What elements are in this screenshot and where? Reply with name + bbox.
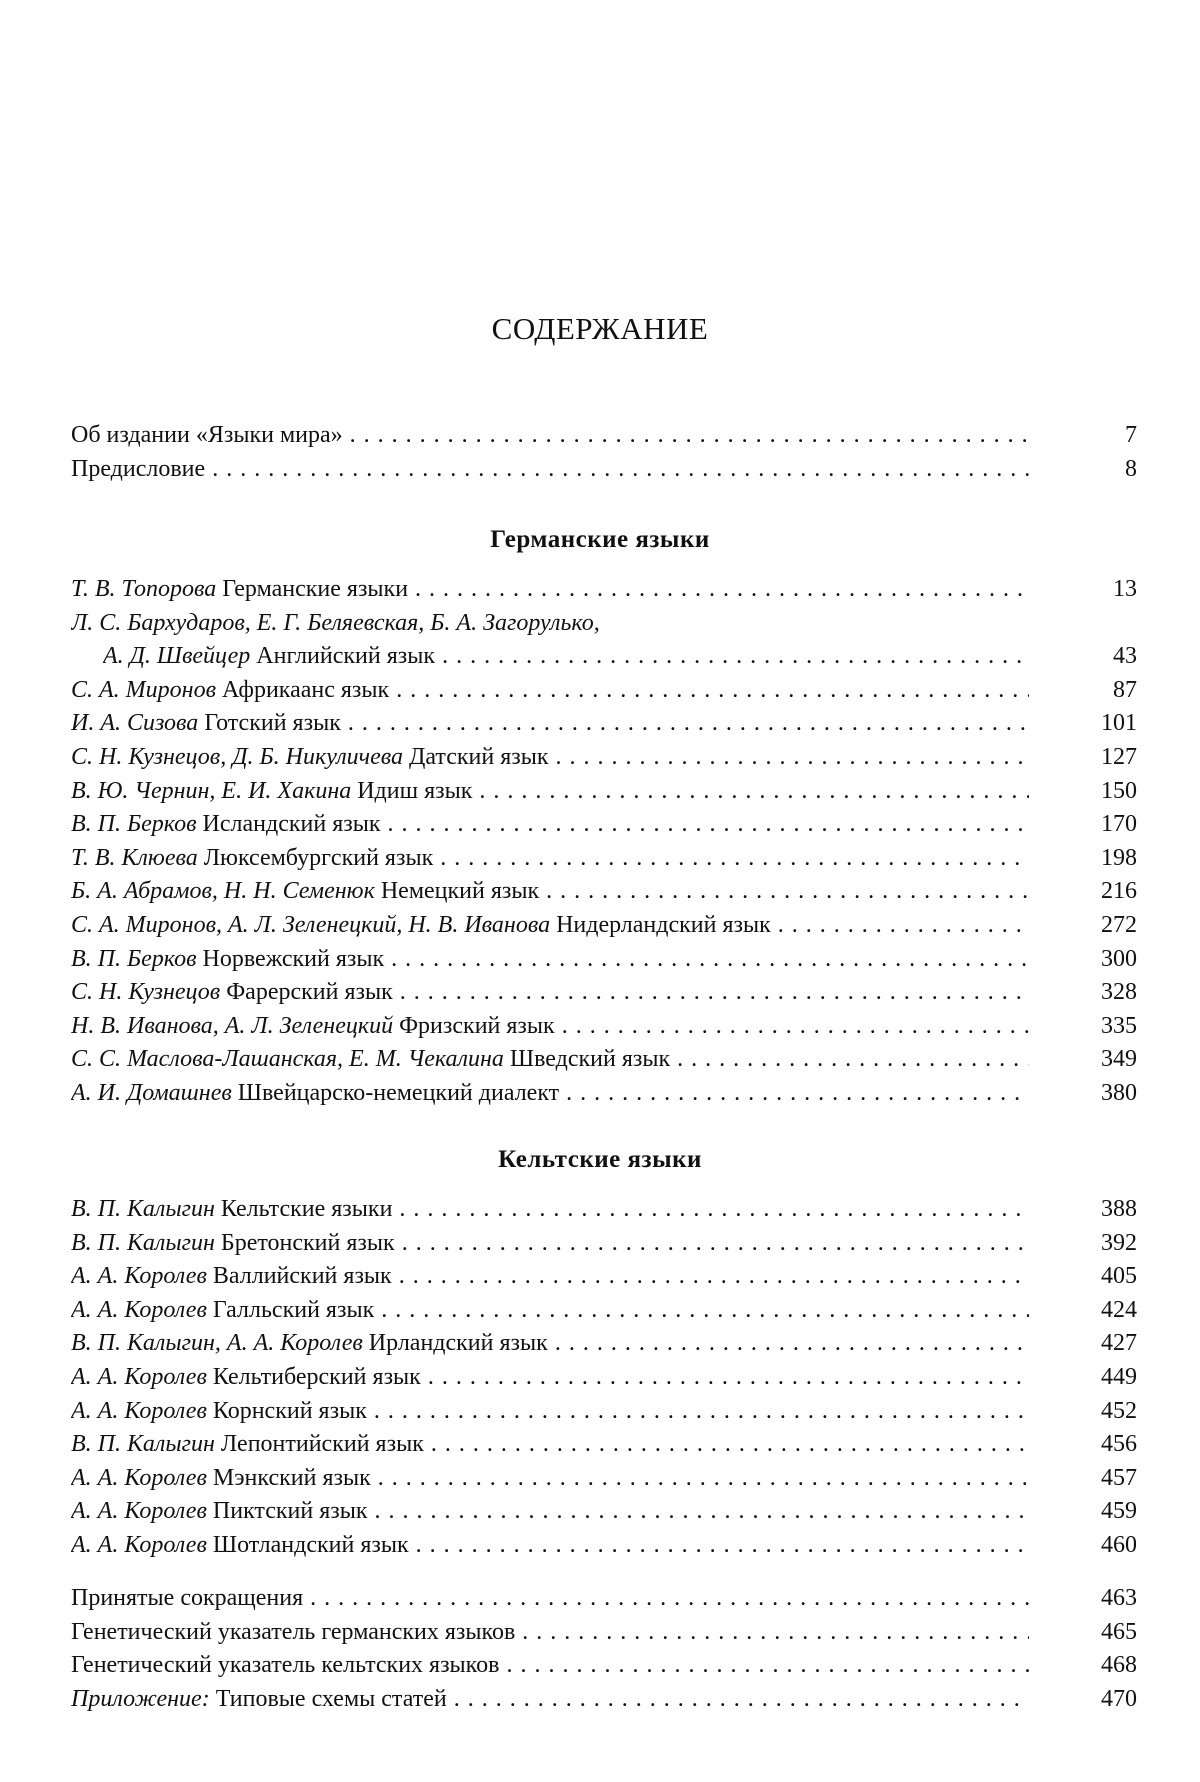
toc-entry[interactable] xyxy=(71,1395,1137,1429)
toc-entry[interactable] xyxy=(71,1428,1137,1462)
entry-text xyxy=(71,1327,1029,1361)
entry-page: 328 xyxy=(1101,979,1137,1006)
entry-page: 198 xyxy=(1101,844,1137,871)
toc-entry[interactable] xyxy=(71,1616,1137,1650)
entry-title: Швейцарско-немецкий диалект xyxy=(237,1079,560,1106)
entry-page: 216 xyxy=(1101,878,1137,905)
toc-entry[interactable] xyxy=(71,775,1137,809)
entry-title: Пиктский язык xyxy=(212,1498,368,1525)
entry-text xyxy=(71,1010,1029,1044)
entry-author: А. А. Королев xyxy=(71,1263,207,1290)
entry-page: 335 xyxy=(1101,1012,1137,1039)
entry-author: Т. В. Топорова xyxy=(71,576,217,602)
toc-entry-authors xyxy=(71,607,1137,641)
entry-title: Галльский язык xyxy=(212,1296,375,1323)
toc-entry[interactable] xyxy=(71,1495,1137,1529)
entry-page: 7 xyxy=(1125,422,1137,448)
entry-text xyxy=(71,943,1029,977)
toc-entry[interactable] xyxy=(71,1260,1137,1294)
toc-entry[interactable] xyxy=(71,1193,1137,1227)
entry-author: С. Н. Кузнецов xyxy=(71,979,221,1006)
entry-text xyxy=(71,1495,1029,1529)
entry-page: 87 xyxy=(1113,676,1137,703)
toc-entry[interactable] xyxy=(71,1010,1137,1044)
entry-author: С. Н. Кузнецов, Д. Б. Никуличева xyxy=(71,743,404,770)
entry-text xyxy=(71,1077,1029,1111)
entry-page: 424 xyxy=(1101,1296,1137,1323)
page-title: СОДЕРЖАНИЕ xyxy=(491,311,709,346)
toc-entry[interactable] xyxy=(71,1227,1137,1261)
entry-text xyxy=(71,607,1029,641)
toc-entry[interactable] xyxy=(71,1582,1137,1616)
entry-title: Шотландский язык xyxy=(212,1531,409,1558)
entry-title: Об издании «Языки мира» xyxy=(71,422,343,448)
entry-title: Люксембургский язык xyxy=(203,844,434,871)
entry-page: 457 xyxy=(1101,1464,1137,1491)
entry-text xyxy=(71,1193,1029,1227)
entry-title: Кельтские языки xyxy=(220,1196,393,1222)
toc-entry[interactable] xyxy=(71,707,1137,741)
entry-title: Принятые сокращения xyxy=(71,1585,304,1611)
entry-title: Фризский язык xyxy=(399,1012,555,1039)
entry-title: Фарерский язык xyxy=(226,979,393,1006)
entry-title: Мэнкский язык xyxy=(212,1464,371,1491)
entry-page: 380 xyxy=(1101,1079,1137,1106)
toc-entry[interactable] xyxy=(71,842,1137,876)
entry-text xyxy=(71,1616,1029,1650)
entry-author: А. А. Королев xyxy=(71,1397,207,1424)
entry-page: 449 xyxy=(1101,1363,1137,1390)
entry-title: Лепонтийский язык xyxy=(220,1431,424,1458)
entry-title: Немецкий язык xyxy=(380,878,540,905)
toc-entry[interactable] xyxy=(71,573,1137,607)
entry-author: А. А. Королев xyxy=(71,1531,207,1558)
entry-text xyxy=(71,909,1029,943)
entry-title: Корнский язык xyxy=(212,1397,367,1424)
toc-entry[interactable] xyxy=(71,674,1137,708)
toc-entry[interactable] xyxy=(71,1462,1137,1496)
entry-text xyxy=(71,976,1029,1010)
entry-text xyxy=(71,573,1029,607)
toc-entry[interactable] xyxy=(71,1529,1137,1563)
entry-text xyxy=(71,875,1029,909)
entry-author: Т. В. Клюева xyxy=(71,844,198,871)
entry-title: Шведский язык xyxy=(509,1046,671,1073)
entry-page: 300 xyxy=(1101,945,1137,972)
entry-page: 405 xyxy=(1101,1263,1137,1290)
entry-author: Б. А. Абрамов, Н. Н. Семенюк xyxy=(71,878,375,905)
entry-text xyxy=(103,640,1029,674)
entry-text xyxy=(71,808,1029,842)
entry-title: Типовые схемы статей xyxy=(215,1685,447,1712)
entry-author: А. А. Королев xyxy=(71,1363,207,1390)
intro-list xyxy=(71,419,1137,486)
entry-author: В. П. Калыгин xyxy=(71,1196,215,1222)
entry-page: 127 xyxy=(1101,743,1137,770)
entry-text xyxy=(71,741,1029,775)
entry-page: 452 xyxy=(1101,1397,1137,1424)
entry-page: 392 xyxy=(1101,1229,1137,1256)
entry-author: Приложение: xyxy=(71,1685,210,1712)
entry-author: Л. С. Бархударов, Е. Г. Беляевская, Б. А. Загорулько, xyxy=(71,609,600,636)
entry-title: Бретонский язык xyxy=(220,1229,395,1256)
entry-text xyxy=(71,1395,1029,1429)
entry-page: 456 xyxy=(1101,1431,1137,1458)
entry-text xyxy=(71,1529,1029,1563)
entry-text xyxy=(71,1043,1029,1077)
entry-page: 349 xyxy=(1101,1046,1137,1073)
toc-entry[interactable] xyxy=(71,1294,1137,1328)
entry-text xyxy=(71,1683,1029,1717)
entry-title: Готский язык xyxy=(204,710,341,737)
entry-page: 470 xyxy=(1101,1685,1137,1712)
entry-page: 150 xyxy=(1101,777,1137,804)
entry-title: Нидерландский язык xyxy=(556,911,771,938)
entry-text xyxy=(71,1294,1029,1328)
entry-author: С. А. Миронов xyxy=(71,676,216,703)
entry-title: Генетический указатель германских языков xyxy=(71,1618,516,1645)
celtic-list xyxy=(71,1193,1137,1563)
entry-author: В. П. Калыгин xyxy=(71,1431,215,1458)
appendix-list xyxy=(71,1582,1137,1716)
entry-text xyxy=(71,1361,1029,1395)
entry-author: А. И. Домашнев xyxy=(71,1079,232,1106)
toc-entry[interactable] xyxy=(71,943,1137,977)
entry-page: 388 xyxy=(1101,1196,1137,1222)
entry-author: А. А. Королев xyxy=(71,1296,207,1323)
entry-title: Английский язык xyxy=(256,643,436,670)
entry-title: Предисловие xyxy=(71,455,206,482)
toc-entry[interactable] xyxy=(71,909,1137,943)
toc-entry[interactable] xyxy=(71,1077,1137,1111)
section-heading-celtic: Кельтские языки xyxy=(498,1146,702,1173)
entry-title: Германские языки xyxy=(222,576,409,602)
toc-entry[interactable] xyxy=(71,741,1137,775)
toc-entry[interactable] xyxy=(71,1683,1137,1717)
entry-text xyxy=(71,1582,1029,1616)
toc-entry[interactable] xyxy=(71,875,1137,909)
entry-page: 170 xyxy=(1101,811,1137,838)
entry-author: В. П. Калыгин xyxy=(71,1229,215,1256)
entry-text xyxy=(71,419,1029,453)
entry-title: Валлийский язык xyxy=(212,1263,392,1290)
entry-author: А. Д. Швейцер xyxy=(103,643,251,670)
entry-title: Ирландский язык xyxy=(368,1330,548,1357)
entry-page: 13 xyxy=(1113,576,1137,602)
entry-page: 459 xyxy=(1101,1498,1137,1525)
entry-page: 465 xyxy=(1101,1618,1137,1645)
entry-title: Идиш язык xyxy=(357,777,473,804)
entry-page: 468 xyxy=(1101,1652,1137,1679)
entry-text xyxy=(71,842,1029,876)
toc-entry[interactable] xyxy=(71,453,1137,487)
entry-author: С. А. Миронов, А. Л. Зеленецкий, Н. В. Иванова xyxy=(71,911,551,938)
entry-author: В. П. Калыгин, А. А. Королев xyxy=(71,1330,363,1357)
entry-page: 8 xyxy=(1125,455,1137,482)
entry-title: Исландский язык xyxy=(202,811,381,838)
entry-title: Датский язык xyxy=(409,743,549,770)
entry-author: И. А. Сизова xyxy=(71,710,199,737)
entry-title: Генетический указатель кельтских языков xyxy=(71,1652,500,1679)
entry-text xyxy=(71,1462,1029,1496)
entry-author: В. П. Берков xyxy=(71,945,197,972)
entry-page: 43 xyxy=(1113,643,1137,670)
toc-entry[interactable] xyxy=(71,1043,1137,1077)
entry-page: 101 xyxy=(1101,710,1137,737)
entry-author: В. П. Берков xyxy=(71,811,197,838)
entry-text xyxy=(71,1649,1029,1683)
entry-title: Кельтиберский язык xyxy=(212,1363,421,1390)
entry-page: 463 xyxy=(1101,1585,1137,1611)
toc-entry[interactable] xyxy=(71,1361,1137,1395)
toc-entry[interactable] xyxy=(71,808,1137,842)
toc-entry[interactable] xyxy=(71,976,1137,1010)
entry-text xyxy=(71,707,1029,741)
entry-text xyxy=(71,674,1029,708)
entry-text xyxy=(71,453,1029,487)
entry-text xyxy=(71,1260,1029,1294)
entry-author: А. А. Королев xyxy=(71,1498,207,1525)
entry-text xyxy=(71,775,1029,809)
entry-page: 427 xyxy=(1101,1330,1137,1357)
entry-author: Н. В. Иванова, А. Л. Зеленецкий xyxy=(71,1012,394,1039)
entry-author: С. С. Маслова-Лашанская, Е. М. Чекалина xyxy=(71,1046,504,1073)
toc-entry[interactable] xyxy=(71,640,1137,674)
entry-text xyxy=(71,1227,1029,1261)
entry-author: А. А. Королев xyxy=(71,1464,207,1491)
entry-page: 272 xyxy=(1101,911,1137,938)
toc-entry[interactable] xyxy=(71,419,1137,453)
entry-author: В. Ю. Чернин, Е. И. Хакина xyxy=(71,777,352,804)
entry-title: Норвежский язык xyxy=(202,945,385,972)
germanic-list xyxy=(71,573,1137,1111)
toc-entry[interactable] xyxy=(71,1649,1137,1683)
entry-page: 460 xyxy=(1101,1531,1137,1558)
entry-title: Африкаанс язык xyxy=(221,676,390,703)
entry-text xyxy=(71,1428,1029,1462)
section-heading-germanic: Германские языки xyxy=(490,526,710,553)
toc-entry[interactable] xyxy=(71,1327,1137,1361)
